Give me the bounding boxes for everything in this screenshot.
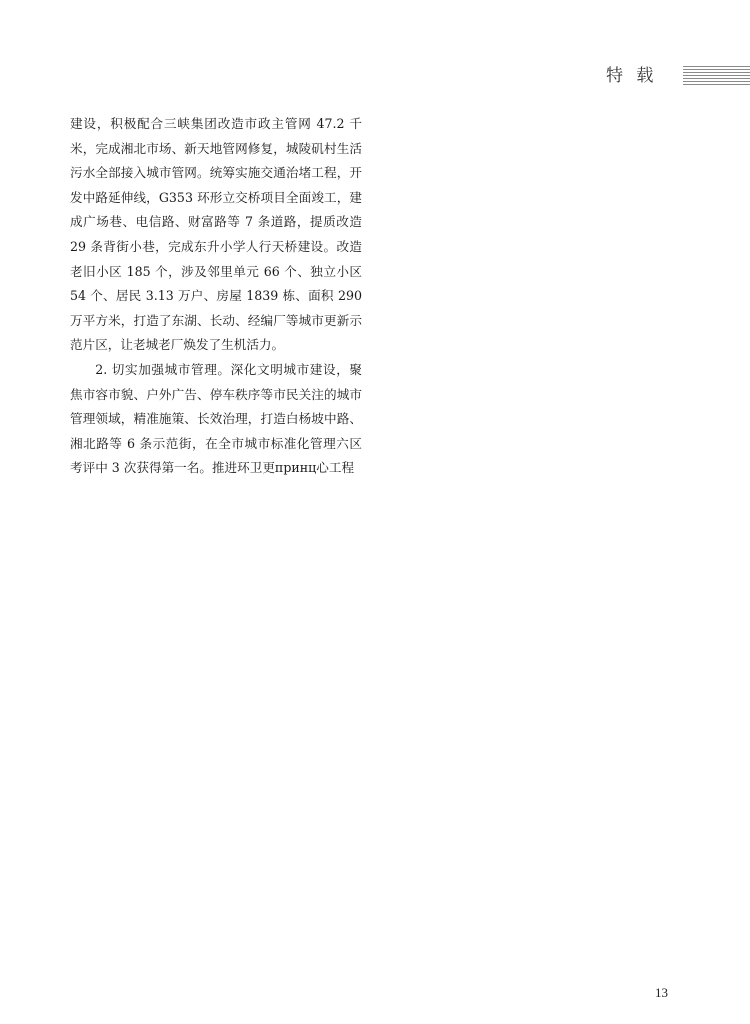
paragraph: 建设，积极配合三峡集团改造市政主管网 47.2 千米，完成湘北市场、新天地管网修复，城陵矶村生活污水全部接入城市管网。统筹实施交通治堵工程，开发中路延伸线，G353 环形立交桥项目全面竣工，建成广场巷、电信路、财富路等 7 条道路，提质改造 29 条背街小巷，完成东升小学人行天桥建设。改造老旧小区 185 个，涉及邻里单元 66 个、独立小区 54 个、居民 3.13 万户、房屋 1839 栋、面积 290 万平方米，打造了东湖、长动、经编厂等城市更新示范片区，让老城老厂焕发了生机活力。 [70, 116, 362, 353]
section-tag: 特 载 [606, 66, 658, 86]
page-number: 13 [655, 985, 668, 1000]
paragraph [70, 358, 362, 481]
left-column [70, 112, 362, 481]
header-stripes-decoration [683, 66, 750, 86]
item-lead: 2. 切实加强城市管理。 [95, 361, 231, 377]
item-text: 深化文明城市建设，聚焦市容市貌、户外广告、停车秩序等市民关注的城市管理领域，精准施策、长效治理，打造白杨坡中路、湘北路等 6 条示范街，在全市城市标准化管理六区考评中 3 次获得第一名。推进环卫更принц心工程 [70, 361, 362, 476]
page-header [0, 64, 750, 88]
